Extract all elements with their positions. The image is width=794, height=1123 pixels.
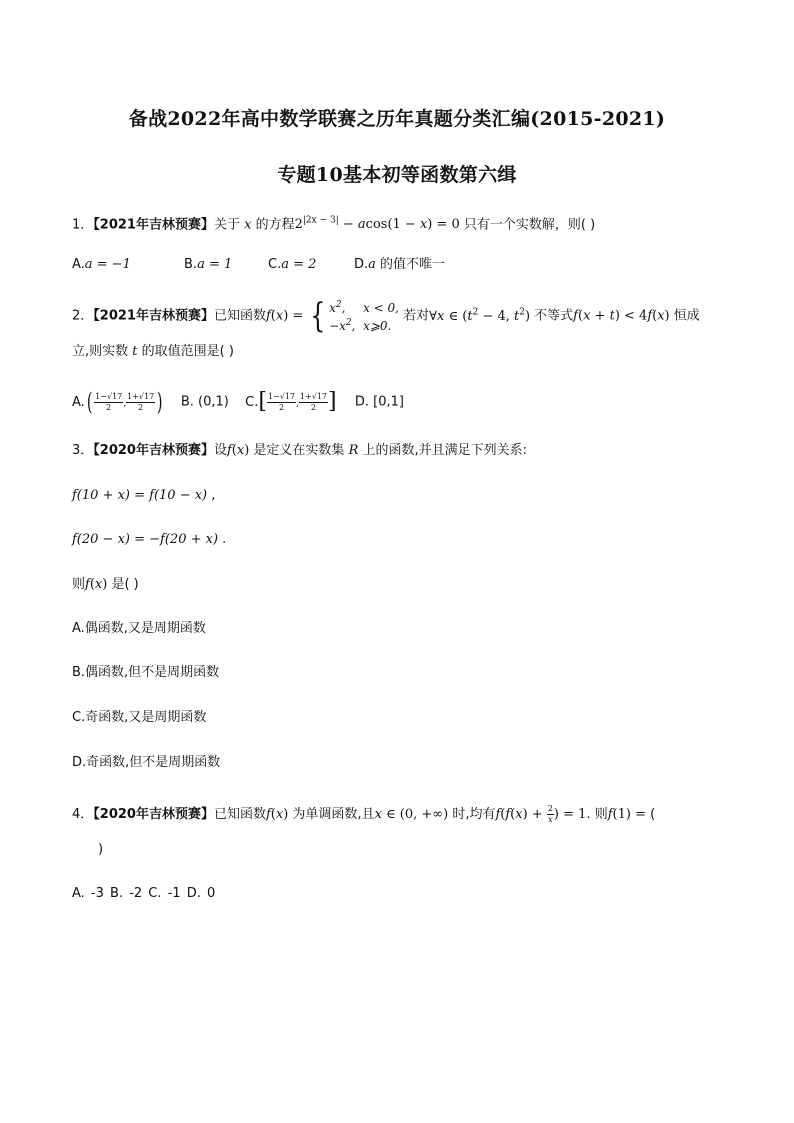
math-inequality: f(x + t) < 4f(x): [573, 308, 670, 324]
question-2: 2．【2021年吉林预赛】已知函数f(x) = { $x^2$, x < 0, $-x^2$, x⩾0. 若对∀x ∈ ($t^2 - 4$, $t^2$) 不等式f(x + t) < 4f(x) 恒成: [72, 296, 700, 336]
question-3-ask: 则f(x) 是( ): [72, 577, 139, 592]
option-c: C.奇函数,又是周期函数: [72, 710, 207, 725]
option-c: C.a = 2: [268, 257, 317, 272]
equation-2: f(20 − x) = −f(20 + x) .: [72, 532, 227, 547]
brace-symbol: {: [310, 296, 326, 336]
option-b: B. (0,1): [180, 394, 229, 410]
question-1: 1．【2021年吉林预赛】关于 x 的方程$2^{|2x - 3|} - acos(1 - x) = 0$ 只有一个实数解，则( ): [72, 216, 596, 233]
math-fx: f: [265, 308, 271, 324]
option-b: B.偶函数,但不是周期函数: [72, 665, 220, 680]
document-subtitle: 专题10基本初等函数第六缉: [277, 164, 517, 186]
question-3: 3．【2020年吉林预赛】设f(x) 是定义在实数集 R 上的函数,并且满足下列关系:: [72, 443, 528, 458]
question-4-line-2: ): [98, 842, 104, 857]
math-var-x: x: [239, 217, 252, 233]
question-1-options: [72, 256, 445, 274]
option-b: B.a = 1: [184, 257, 233, 272]
math-equation: $2^{|2x - 3|} - acos(1 - x) = 0$: [294, 216, 460, 233]
question-4-options: A. -3 B. -2 C. -1 D. 0: [72, 886, 216, 901]
option-a: A.a = −1: [72, 257, 131, 272]
option-c: C.[ $\frac{1-√17}{2}$ , $\frac{1+√17}{2}$ ]: [245, 389, 337, 414]
option-d: D.奇函数,但不是周期函数: [72, 755, 221, 770]
question-2-options: [72, 390, 404, 414]
question-4: 4．【2020年吉林预赛】已知函数f(x) 为单调函数,且x ∈ (0, +∞) 时,均有f(f(x) + $\frac{2}{x}$ ) = 1. 则f(1) = (: [72, 804, 656, 824]
question-2-line-2: 立,则实数 t 的取值范围是( ): [72, 344, 234, 359]
question-number: 1．: [72, 217, 94, 233]
option-a: A.( $\frac{1-√17}{2}$ , $\frac{1+√17}{2}$ ): [72, 388, 163, 416]
math-interval: ∀x ∈ ($t^2 - 4$, $t^2$): [429, 307, 531, 324]
document-title: 备战2022年高中数学联赛之历年真题分类汇编(2015-2021): [128, 108, 666, 130]
question-source: 【2021年吉林预赛】: [93, 217, 214, 233]
option-d: D. [0,1]: [354, 394, 404, 410]
equation-1: f(10 + x) = f(10 − x) ,: [72, 488, 216, 503]
piecewise-cases: $x^2$, x < 0, $-x^2$, x⩾0.: [329, 300, 399, 333]
option-d: D.a 的值不唯一: [354, 257, 446, 272]
option-a: A.偶函数,又是周期函数: [72, 621, 206, 636]
